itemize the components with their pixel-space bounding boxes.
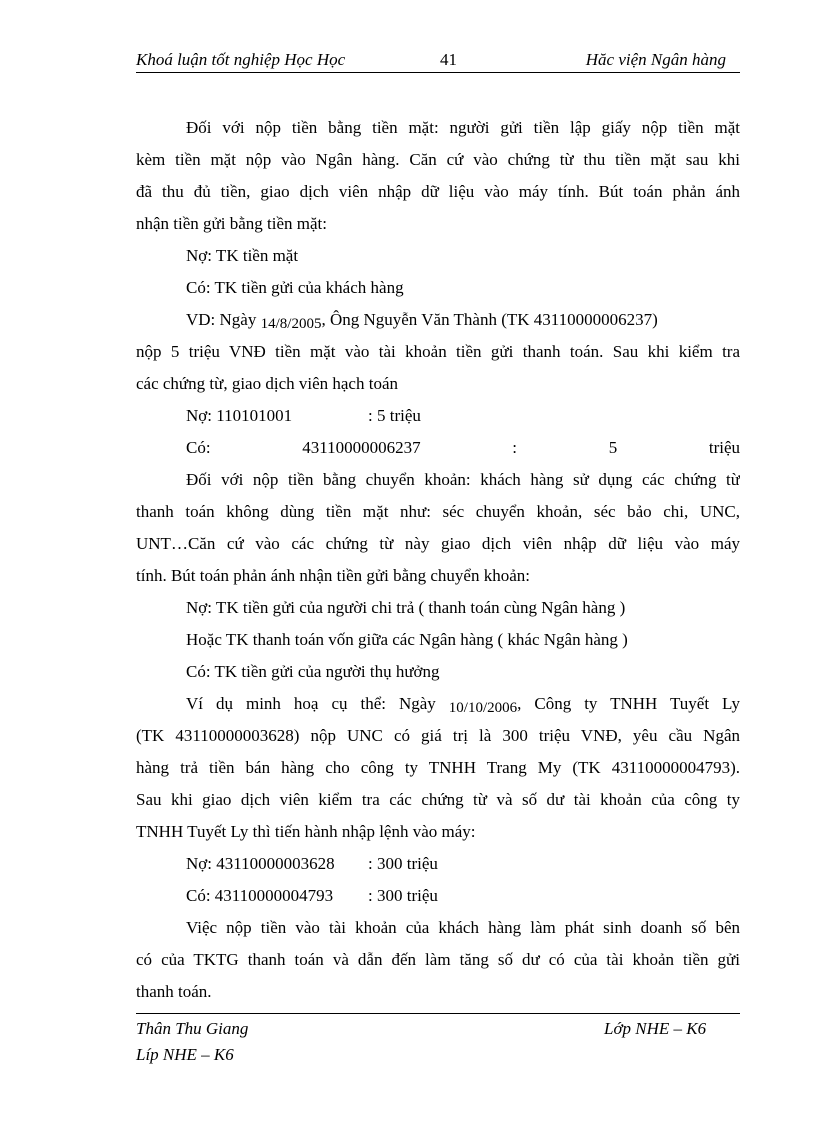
debit-entry-cash: Nợ: TK tiền mặt <box>186 246 299 265</box>
example-prefix: VD: Ngày <box>186 310 257 329</box>
paragraph-line: (TK 43110000003628) nộp UNC có giá trị là 300 triệu VNĐ, yêu cầu Ngân <box>136 726 740 745</box>
header-thesis-title: Khoá luận tốt nghiệp Học Học <box>136 50 346 69</box>
page-header <box>136 48 740 73</box>
journal-entry-credit <box>136 432 740 464</box>
example-line <box>136 304 740 336</box>
paragraph-line: Đối với nộp tiền bằng chuyển khoản: khách hàng sử dụng các chứng từ <box>186 470 740 489</box>
entry-amount: : 300 triệu <box>368 886 438 905</box>
entry-label: Có: <box>186 438 211 457</box>
example-rest: , Ông Nguyễn Văn Thành (TK 43110000006237) <box>321 310 658 329</box>
footer-author: Thân Thu Giang <box>136 1019 249 1038</box>
paragraph-line: nhận tiền gửi bằng tiền mặt: <box>136 214 327 233</box>
credit-entry-customer: Có: TK tiền gửi của khách hàng <box>186 278 404 297</box>
header-institution: Hăc viện Ngân hàng <box>585 50 726 69</box>
entry-amount: : 300 triệu <box>368 854 438 873</box>
footer-row <box>136 1014 740 1040</box>
example-line <box>136 688 740 720</box>
paragraph-line: đã thu đủ tiền, giao dịch viên nhập dữ liệu vào máy tính. Bút toán phản ánh <box>136 182 740 201</box>
paragraph-line: hàng trả tiền bán hàng cho công ty TNHH Trang My (TK 43110000004793). <box>136 758 740 777</box>
entry-account: Có: 43110000004793 <box>186 886 334 905</box>
paragraph-line: UNT…Căn cứ vào các chứng từ này giao dịch viên nhập dữ liệu vào máy <box>136 534 740 553</box>
paragraph-line: các chứng từ, giao dịch viên hạch toán <box>136 374 398 393</box>
page-number: 41 <box>440 50 457 69</box>
entry-amount: : 5 triệu <box>368 406 421 425</box>
entry-colon: : <box>512 438 518 457</box>
paragraph-line: thanh toán không dùng tiền mặt như: séc chuyển khoản, séc bảo chi, UNC, <box>136 502 740 521</box>
footer-row <box>136 1040 740 1066</box>
example-date: 10/10/2006 <box>448 700 518 716</box>
paragraph-line: Sau khi giao dịch viên kiểm tra các chứng từ và số dư tài khoản của công ty <box>136 790 740 809</box>
entry-account: Nợ: 110101001 <box>186 406 293 425</box>
journal-entry-debit <box>136 400 740 432</box>
alternative-entry: Hoặc TK thanh toán vốn giữa các Ngân hàng ( khác Ngân hàng ) <box>186 630 628 649</box>
paragraph-line: thanh toán. <box>136 982 212 1001</box>
footer-class-left: Líp NHE – K6 <box>136 1045 234 1064</box>
paragraph-line: TNHH Tuyết Ly thì tiến hành nhập lệnh vào máy: <box>136 822 476 841</box>
paragraph-line: tính. Bút toán phản ánh nhận tiền gửi bằng chuyển khoản: <box>136 566 530 585</box>
entry-value: 5 <box>608 438 618 457</box>
entry-account: Nợ: 43110000003628 <box>186 854 335 873</box>
page-footer <box>136 1013 740 1066</box>
example-date: 14/8/2005 <box>260 316 322 332</box>
example-rest: , Công ty TNHH Tuyết Ly <box>517 694 740 713</box>
paragraph-line: có của TKTG thanh toán và dẫn đến làm tăng số dư có của tài khoản tiền gửi <box>136 950 740 969</box>
entry-unit: triệu <box>708 438 740 457</box>
paragraph-line: Việc nộp tiền vào tài khoản của khách hàng làm phát sinh doanh số bên <box>186 918 740 937</box>
footer-class: Lớp NHE – K6 <box>604 1019 707 1038</box>
debit-entry-payer: Nợ: TK tiền gửi của người chi trả ( thanh toán cùng Ngân hàng ) <box>186 598 626 617</box>
credit-entry-beneficiary: Có: TK tiền gửi của người thụ hưởng <box>186 662 440 681</box>
journal-entry-debit <box>136 848 740 880</box>
entry-account: 43110000006237 <box>302 438 421 457</box>
example-prefix: Ví dụ minh hoạ cụ thể: Ngày <box>186 694 436 713</box>
page-body <box>136 112 740 1008</box>
paragraph-line: nộp 5 triệu VNĐ tiền mặt vào tài khoản tiền gửi thanh toán. Sau khi kiểm tra <box>136 342 740 361</box>
paragraph-line: kèm tiền mặt nộp vào Ngân hàng. Căn cứ vào chứng từ thu tiền mặt sau khi <box>136 150 740 169</box>
paragraph-line: Đối với nộp tiền bằng tiền mặt: người gửi tiền lập giấy nộp tiền mặt <box>186 118 740 137</box>
journal-entry-credit <box>136 880 740 912</box>
